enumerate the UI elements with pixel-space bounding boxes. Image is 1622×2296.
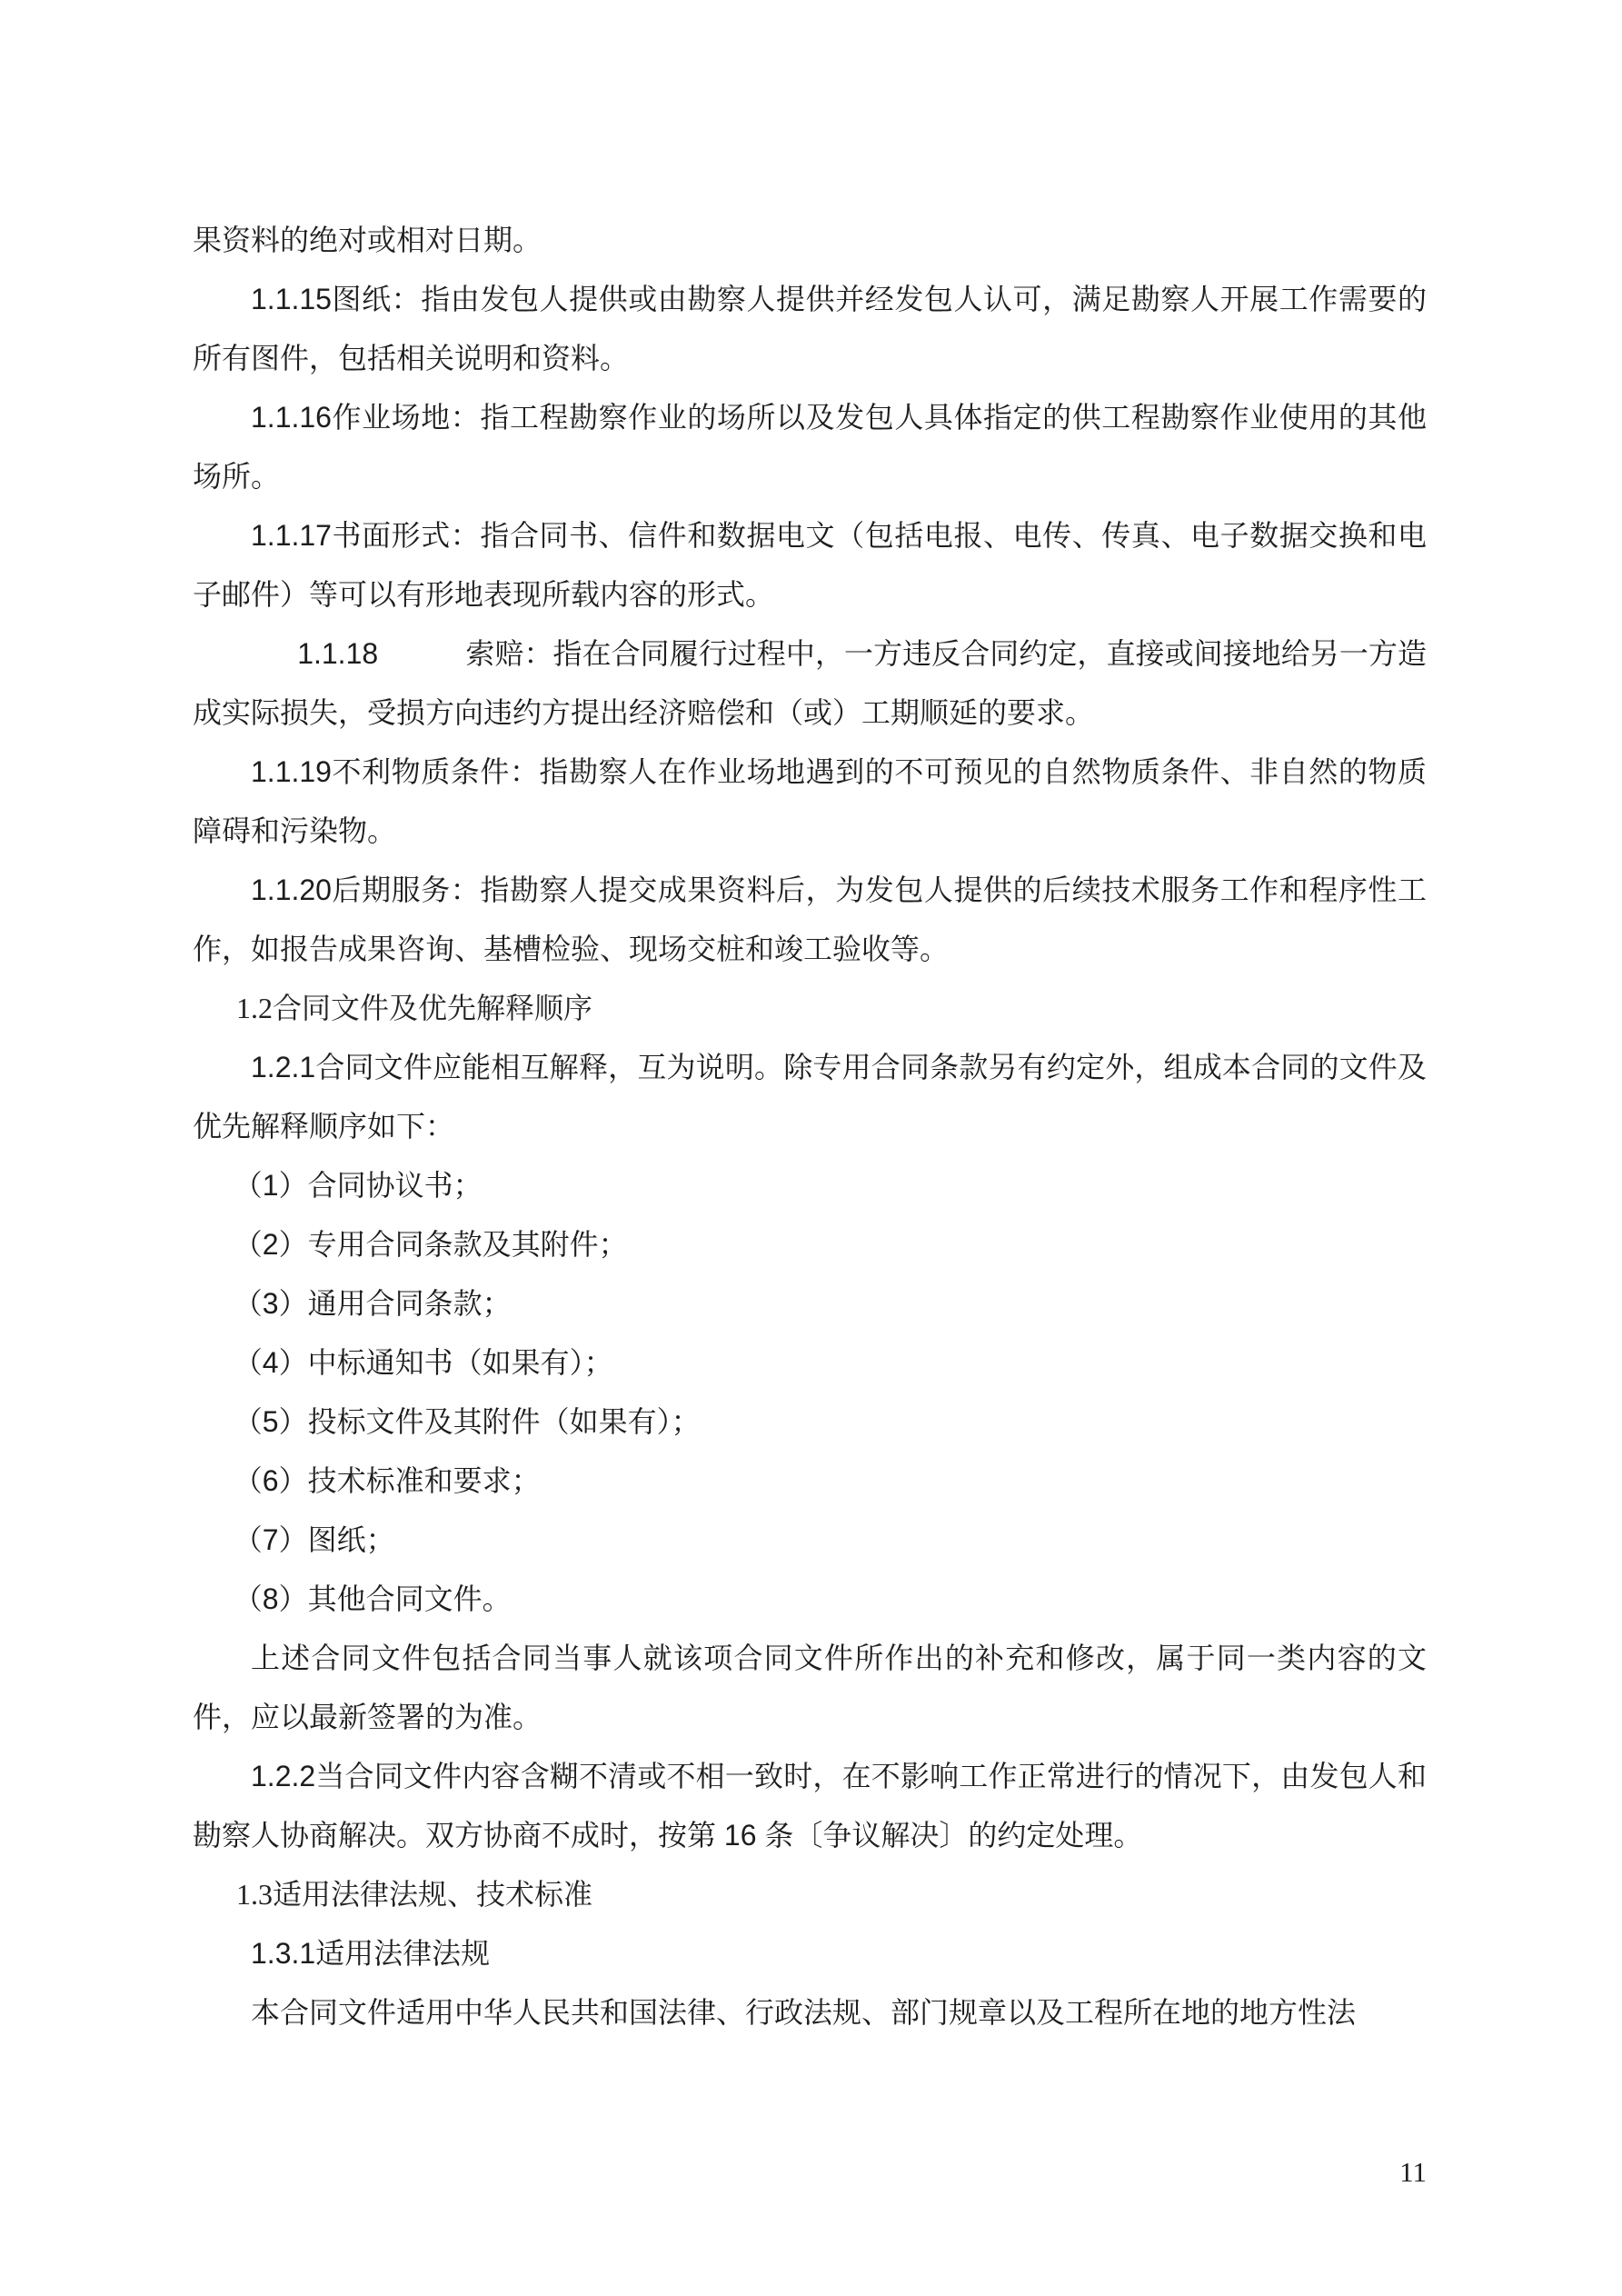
clause-paragraph: （3）通用合同条款； xyxy=(233,1287,512,1320)
clause-paragraph: （4）中标通知书（如果有）； xyxy=(233,1346,613,1379)
clause-paragraph: 1.1.20后期服务：指勘察人提交成果资料后，为发包人提供的后续技术服务工作和程序性工作，如报告成果咨询、基槽检验、现场交桩和竣工验收等。 xyxy=(193,873,1427,965)
clause-heading: 1.3适用法律法规、技术标准 xyxy=(236,1878,593,1911)
page-number: 11 xyxy=(1399,2156,1427,2188)
clause-paragraph: 本合同文件适用中华人民共和国法律、行政法规、部门规章以及工程所在地的地方性法 xyxy=(251,1996,1357,2029)
clause-paragraph: 1.2.2当合同文件内容含糊不清或不相一致时，在不影响工作正常进行的情况下，由发包人和勘察人协商解决。双方协商不成时，按第 16 条〔争议解决〕的约定处理。 xyxy=(193,1760,1427,1852)
clause-paragraph: （5）投标文件及其附件（如果有）； xyxy=(233,1405,701,1438)
clause-paragraph: 果资料的绝对或相对日期。 xyxy=(193,224,542,256)
clause-paragraph: （7）图纸； xyxy=(233,1523,395,1556)
contract-clauses xyxy=(193,0,1427,2042)
clause-paragraph: 1.2.1合同文件应能相互解释，互为说明。除专用合同条款另有约定外，组成本合同的文件及优先解释顺序如下： xyxy=(193,1051,1427,1143)
clause-paragraph: 1.1.15图纸：指由发包人提供或由勘察人提供并经发包人认可，满足勘察人开展工作需要的所有图件，包括相关说明和资料。 xyxy=(193,283,1427,374)
clause-paragraph: （6）技术标准和要求； xyxy=(233,1464,541,1497)
clause-paragraph: 1.1.16作业场地：指工程勘察作业的场所以及发包人具体指定的供工程勘察作业使用的其他场所。 xyxy=(193,401,1427,493)
clause-paragraph: 上述合同文件包括合同当事人就该项合同文件所作出的补充和修改，属于同一类内容的文件，应以最新签署的为准。 xyxy=(193,1642,1427,1733)
clause-paragraph: （2）专用合同条款及其附件； xyxy=(233,1228,628,1261)
clause-paragraph: （8）其他合同文件。 xyxy=(233,1582,512,1615)
clause-paragraph: 1.1.17书面形式：指合同书、信件和数据电文（包括电报、电传、传真、电子数据交换和电子邮件）等可以有形地表现所载内容的形式。 xyxy=(193,519,1427,611)
clause-paragraph: 1.1.18 索赔：指在合同履行过程中，一方违反合同约定，直接或间接地给另一方造成实际损失，受损方向违约方提出经济赔偿和（或）工期顺延的要求。 xyxy=(193,637,1427,729)
clause-paragraph: 1.1.19不利物质条件：指勘察人在作业场地遇到的不可预见的自然物质条件、非自然的物质障碍和污染物。 xyxy=(193,755,1427,847)
clause-paragraph: 1.3.1适用法律法规 xyxy=(251,1937,491,1970)
clause-paragraph: （1）合同协议书； xyxy=(233,1169,483,1202)
clause-heading: 1.2合同文件及优先解释顺序 xyxy=(236,992,593,1024)
